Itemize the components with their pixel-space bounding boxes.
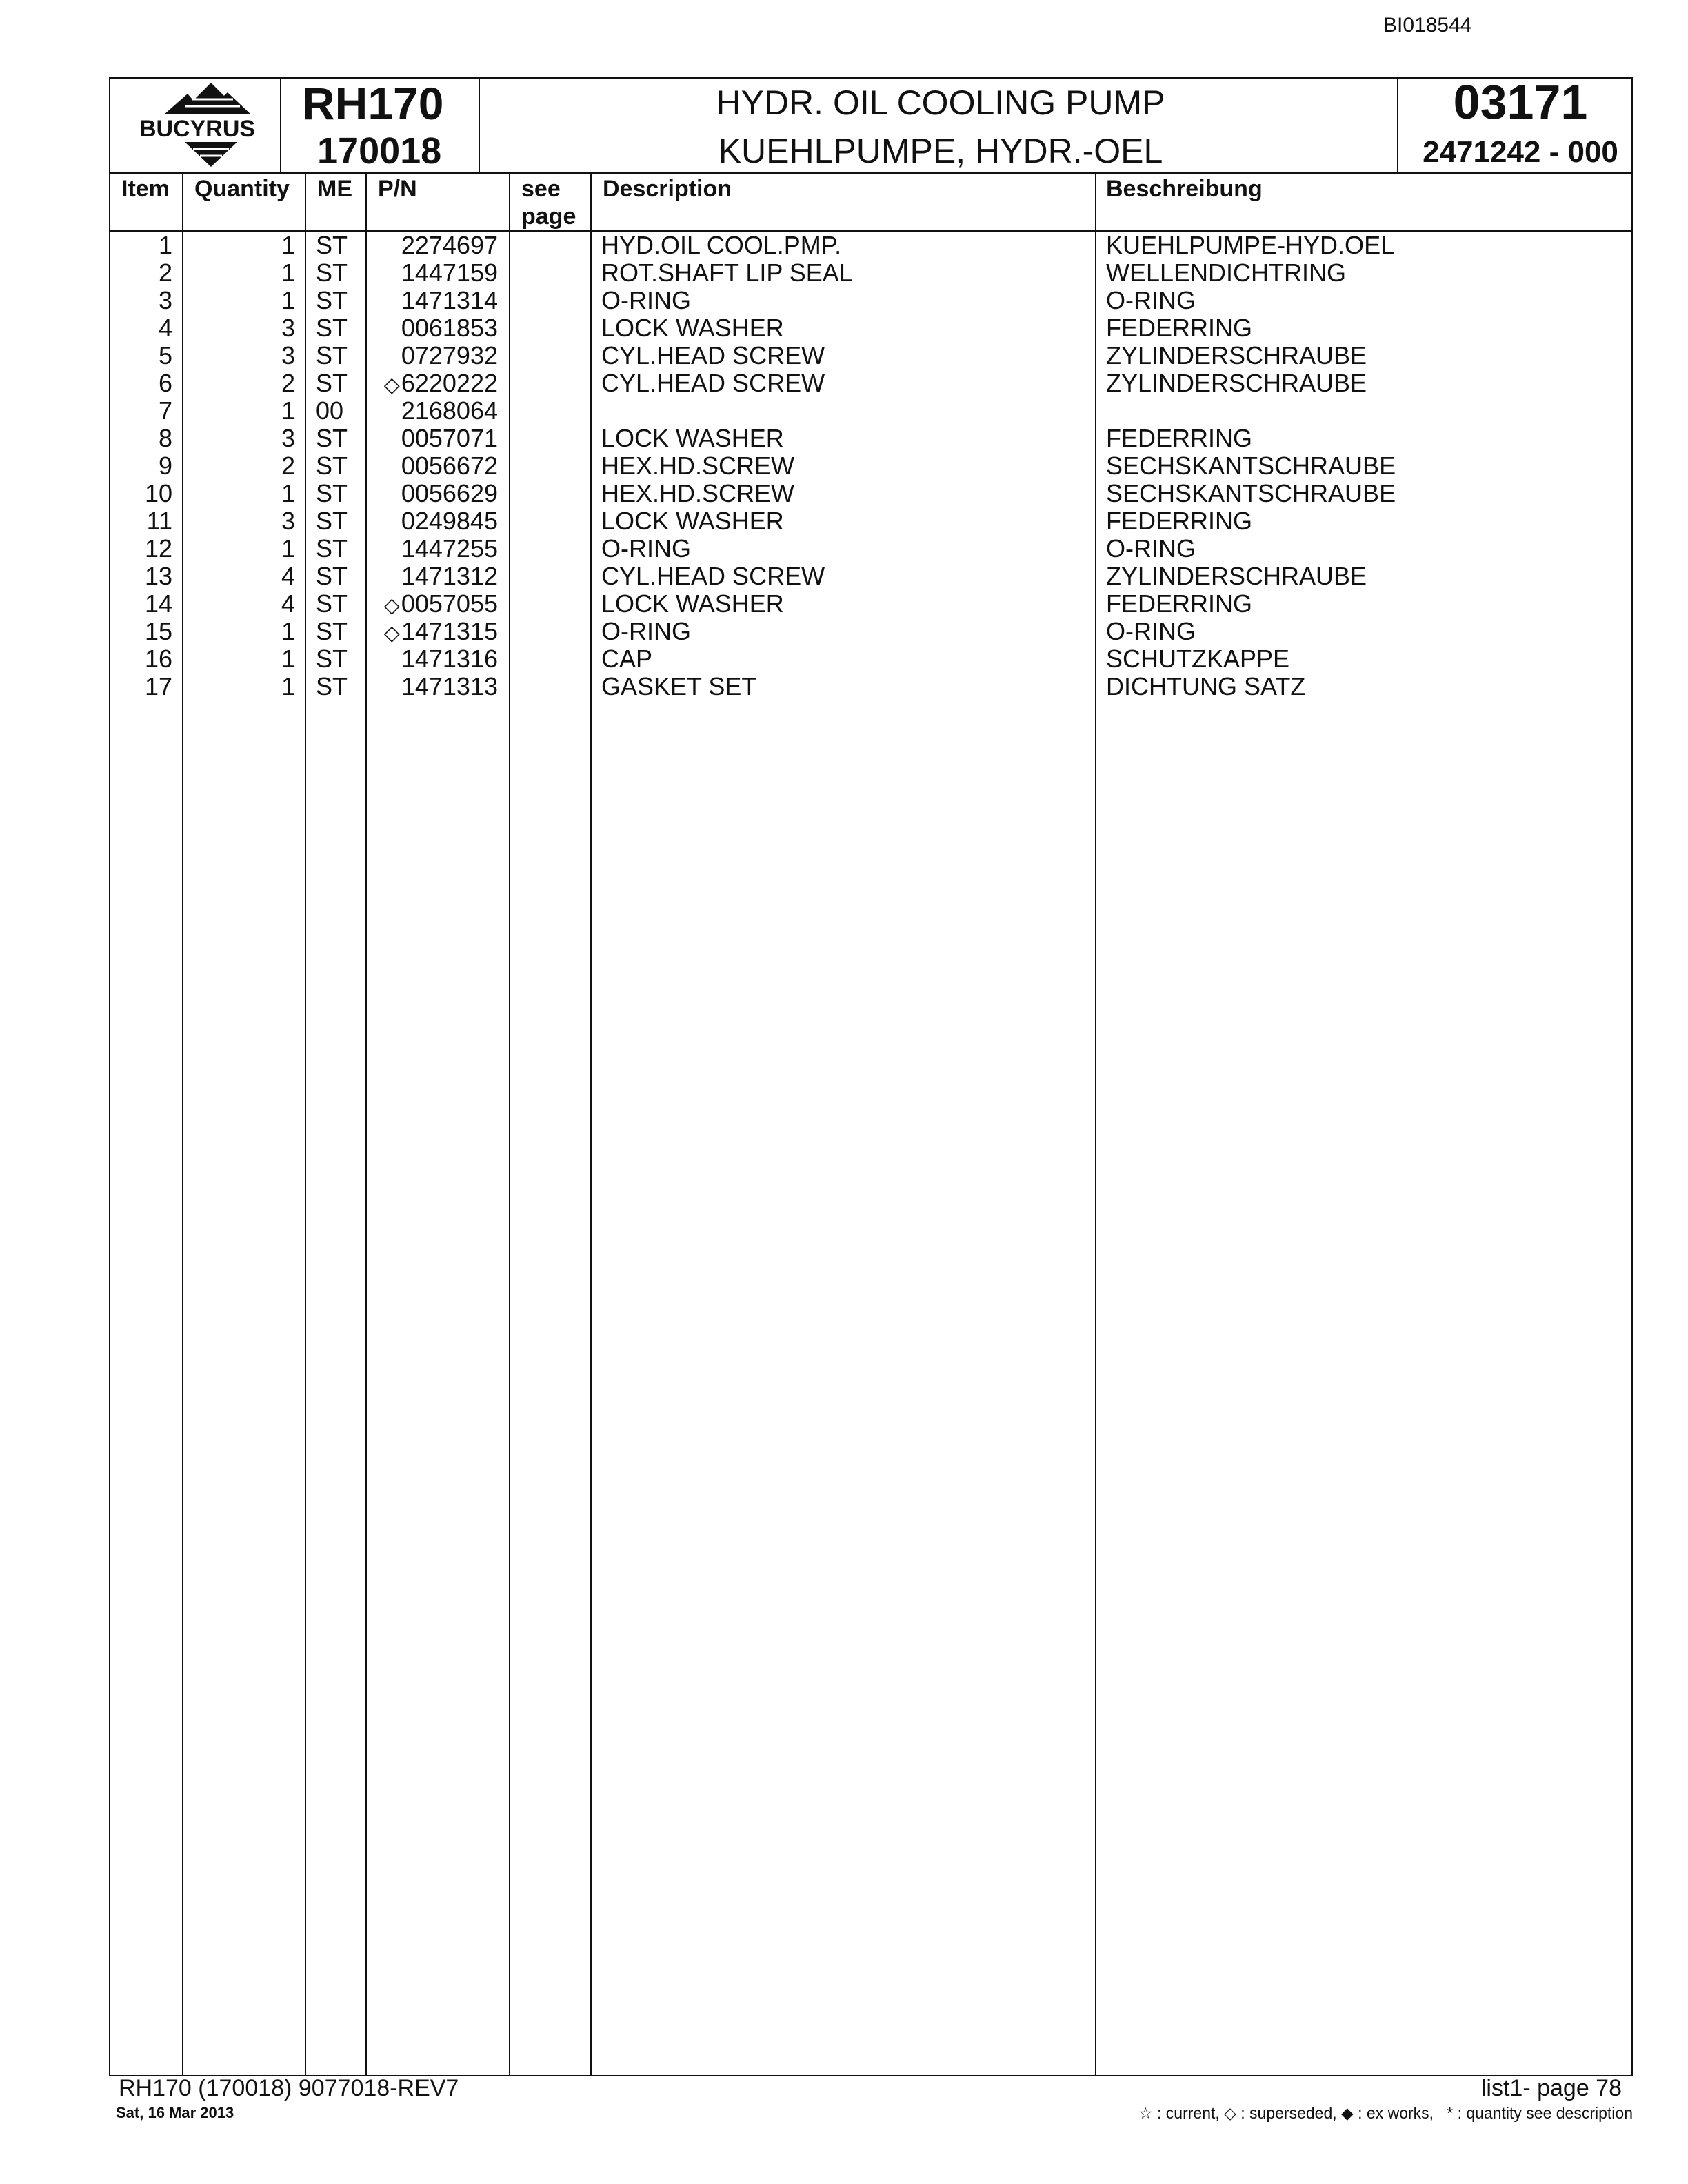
item-description: ROT.SHAFT LIP SEAL [601,259,853,287]
item-part-number-cell [365,397,498,427]
table-row [0,563,1688,590]
item-part-number-cell [365,507,498,537]
item-part-number: 0249845 [401,507,498,535]
item-quantity: 1 [281,617,295,645]
item-number: 9 [158,452,172,480]
item-unit: ST [316,645,348,673]
item-unit: ST [316,314,348,342]
item-part-number-cell [365,425,498,454]
item-part-number: 0057071 [401,424,498,452]
item-number: 17 [144,672,172,700]
col-header-item: Item [121,176,170,202]
item-unit: ST [316,589,348,618]
item-description: HEX.HD.SCREW [601,479,795,507]
item-quantity: 3 [281,424,295,452]
item-part-number-cell [365,342,498,372]
table-row [0,342,1688,370]
item-number: 2 [158,259,172,287]
item-unit: ST [316,534,348,563]
item-beschreibung: O-RING [1106,286,1196,314]
item-number: 7 [158,396,172,425]
col-header-beschreibung: Beschreibung [1106,176,1263,202]
item-part-number-cell [365,563,498,592]
item-part-number: 1471314 [401,286,498,314]
table-row [0,314,1688,342]
item-part-number: 0056629 [401,479,498,507]
svg-text:BUCYRUS: BUCYRUS [139,116,256,142]
item-quantity: 1 [281,396,295,425]
table-row [0,370,1688,397]
item-part-number: 1447159 [401,259,498,287]
current-star-icon: ☆ [1138,2104,1153,2122]
item-part-number: 1447255 [401,534,498,563]
table-row [0,535,1688,563]
item-part-number: 2274697 [401,231,498,259]
item-beschreibung: ZYLINDERSCHRAUBE [1106,369,1367,397]
item-quantity: 1 [281,534,295,563]
item-unit: ST [316,562,348,590]
document-id: BI018544 [1383,14,1472,37]
item-quantity: 1 [281,286,295,314]
item-unit: ST [316,507,348,535]
superseded-diamond-icon: ◇ [383,622,400,645]
item-quantity: 2 [281,369,295,397]
table-row [0,259,1688,287]
item-beschreibung: WELLENDICHTRING [1106,259,1347,287]
item-unit: ST [316,231,348,259]
item-unit: ST [316,259,348,287]
footer-document-ref: RH170 (170018) 9077018-REV7 [119,2075,459,2101]
item-part-number: 2168064 [401,396,498,425]
item-quantity: 4 [281,562,295,590]
table-row [0,397,1688,425]
item-number: 6 [158,369,172,397]
item-beschreibung: O-RING [1106,617,1196,645]
item-quantity: 1 [281,645,295,673]
item-beschreibung: FEDERRING [1106,507,1253,535]
item-part-number-cell [365,370,498,399]
title-german: KUEHLPUMPE, HYDR.-OEL [718,132,1163,170]
legend-exworks-text: : ex works, [1358,2104,1434,2122]
col-header-me: ME [317,176,352,202]
item-number: 8 [158,424,172,452]
item-part-number-cell [365,673,498,702]
table-row [0,232,1688,259]
item-description: O-RING [601,534,691,563]
item-number: 3 [158,286,172,314]
parts-table-body [0,232,1688,700]
item-number: 1 [158,231,172,259]
col-header-see: see [521,176,561,202]
footer-legend [1138,2104,1633,2123]
item-part-number-cell [365,590,498,620]
col-header-see-page [521,175,576,230]
footer-date: Sat, 16 Mar 2013 [116,2104,234,2121]
item-quantity: 3 [281,507,295,535]
item-number: 12 [144,534,172,563]
item-unit: 00 [316,396,344,425]
table-row [0,673,1688,700]
col-header-page: page [521,203,576,230]
table-row [0,618,1688,645]
item-description: O-RING [601,286,691,314]
table-row [0,590,1688,618]
item-number: 4 [158,314,172,342]
item-number: 11 [146,507,172,535]
table-row [0,645,1688,673]
item-part-number: 0057055 [401,589,498,618]
col-header-pn: P/N [378,176,417,202]
item-description: GASKET SET [601,672,757,700]
item-part-number: 1471315 [401,617,498,645]
superseded-diamond-icon: ◇ [1224,2104,1236,2122]
item-part-number: 1471312 [401,562,498,590]
item-beschreibung: O-RING [1106,534,1196,563]
item-part-number: 0061853 [401,314,498,342]
item-part-number-cell [365,645,498,675]
group-number: 03171 [1453,75,1588,129]
legend-current-text: : current, [1157,2104,1220,2122]
col-header-quantity: Quantity [194,176,290,202]
item-part-number: 1471316 [401,645,498,673]
header-vline-group [1397,77,1398,174]
item-part-number-cell [365,452,498,482]
table-row [0,507,1688,535]
superseded-diamond-icon: ◇ [383,594,400,617]
item-quantity: 1 [281,231,295,259]
item-beschreibung: DICHTUNG SATZ [1106,672,1306,700]
item-unit: ST [316,424,348,452]
item-quantity: 1 [281,259,295,287]
item-part-number-cell [365,618,498,647]
item-description: CYL.HEAD SCREW [601,369,825,397]
bucyrus-logo [116,79,280,170]
item-quantity: 3 [281,341,295,370]
item-beschreibung: SCHUTZKAPPE [1106,645,1290,673]
item-unit: ST [316,479,348,507]
item-unit: ST [316,369,348,397]
item-description: LOCK WASHER [601,589,784,618]
assembly-part-number: 2471242 - 000 [1423,135,1618,169]
item-beschreibung: ZYLINDERSCHRAUBE [1106,562,1367,590]
item-part-number: 0727932 [401,341,498,370]
item-unit: ST [316,672,348,700]
item-unit: ST [316,286,348,314]
table-row [0,425,1688,452]
item-unit: ST [316,617,348,645]
exworks-diamond-icon: ◆ [1341,2104,1354,2122]
superseded-diamond-icon: ◇ [383,374,400,396]
item-number: 15 [144,617,172,645]
table-row [0,452,1688,480]
item-quantity: 4 [281,589,295,618]
item-part-number-cell [365,480,498,509]
item-description: LOCK WASHER [601,507,784,535]
item-beschreibung: SECHSKANTSCHRAUBE [1106,479,1396,507]
item-quantity: 1 [281,672,295,700]
header-divider [109,172,1633,174]
item-beschreibung: FEDERRING [1106,424,1253,452]
item-part-number-cell [365,314,498,344]
item-description: HYD.OIL COOL.PMP. [601,231,842,259]
item-quantity: 1 [281,479,295,507]
quantity-asterisk-icon: * [1447,2104,1454,2122]
item-description: LOCK WASHER [601,314,784,342]
item-number: 5 [158,341,172,370]
item-beschreibung: SECHSKANTSCHRAUBE [1106,452,1396,480]
item-number: 14 [144,589,172,618]
item-quantity: 3 [281,314,295,342]
item-description: CAP [601,645,653,673]
item-part-number-cell [365,287,498,316]
title-english: HYDR. OIL COOLING PUMP [716,83,1165,122]
footer-page-ref: list1- page 78 [1480,2075,1622,2101]
item-beschreibung: FEDERRING [1106,314,1253,342]
item-description: CYL.HEAD SCREW [601,341,825,370]
item-description: CYL.HEAD SCREW [601,562,825,590]
item-beschreibung: KUEHLPUMPE-HYD.OEL [1106,231,1395,259]
item-part-number: 6220222 [401,369,498,397]
item-part-number: 0056672 [401,452,498,480]
item-number: 16 [144,645,172,673]
model-serial: 170018 [317,130,442,172]
header-vline-model [479,77,480,174]
item-description: O-RING [601,617,691,645]
legend-superseded-text: : superseded, [1240,2104,1337,2122]
item-part-number-cell [365,232,498,261]
model-name: RH170 [302,78,444,129]
col-header-description: Description [603,176,732,202]
item-beschreibung: ZYLINDERSCHRAUBE [1106,341,1367,370]
item-part-number-cell [365,259,498,289]
header-vline-logo [280,77,281,174]
item-beschreibung: FEDERRING [1106,589,1253,618]
item-unit: ST [316,452,348,480]
item-quantity: 2 [281,452,295,480]
item-part-number: 1471313 [401,672,498,700]
table-row [0,287,1688,314]
item-unit: ST [316,341,348,370]
table-row [0,480,1688,507]
item-number: 10 [144,479,172,507]
item-description: HEX.HD.SCREW [601,452,795,480]
item-number: 13 [144,562,172,590]
item-description: LOCK WASHER [601,424,784,452]
item-part-number-cell [365,535,498,565]
legend-quantity-text: : quantity see description [1457,2104,1633,2122]
